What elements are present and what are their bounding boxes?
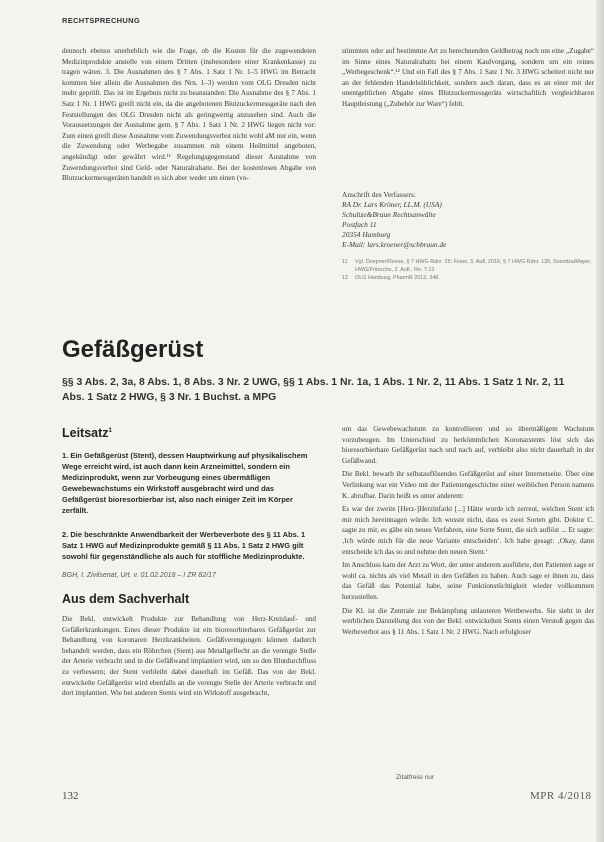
leitsatz-heading-text: Leitsatz [62,426,109,440]
article-title: Gefäßgerüst [62,336,204,363]
paragraph: dennoch ebenso unerheblich wie die Frage, ob die Kosten für die zugewendeten Medizinprodukte anstelle von einem Dritten (insbesondere einer Krankenkasse) zu tragen wären. 3. Die Ausnahmen des § 7 Abs. 1 Satz 1 Nr. 1–5 HWG im Betracht kommen hier allein die Ausnahmen des Nrn. 1–3) werden vom OLG Dresden nicht mehr geprüft. Das ist im Ergebnis nicht zu beanstanden: Die Ausnahme des § 7 Abs. 1 Satz 1 Nr. 1 HWG greift nicht ein, da die angebotenen Blutzuckermessgeräte nach den Feststellungen des OLG Dresden nicht als geringwertig anzusehen sind. Auch die Voraussetzungen der Ausnahme gem. § 7 Abs. 1 Satz 1 Nr. 2 HWG liegen nicht vor: Zum einen greift diese Ausnahme vom Zuwendungsverbot nicht wohl aM nur ein, wenn die Zuwendung oder Werbegabe zusammen mit einem Heilmittel angeboten, angekündigt oder gewährt wird.¹¹ Regelungsgegenstand dieser Ausnahme von Zuwendungsverbot sind Geld- oder Naturalrabatte. Bei der kostenlosen Abgabe von Blutzuckermessgeräten handelt es sich aber weder um einen (vo- [62,47,316,183]
statute-references: §§ 3 Abs. 2, 3a, 8 Abs. 1, 8 Abs. 3 Nr. 2 UWG, §§ 1 Abs. 1 Nr. 1a, 1 Abs. 1 Nr. 2, 11 Abs. 1 Satz 1 Nr. 2, 11 Abs. 1 Satz 2 HWG, § 3 Nr. 1 Buchst. a MPG [62,377,565,403]
journal-issue: MPR 4/2018 [530,790,592,802]
author-line: Postfach 11 [342,219,377,229]
court-citation: BGH, I. Zivilsenat, Urt. v. 01.02.2018 – I ZR 82/17 [62,572,216,579]
footnote-text: OLG Hamburg, PharmR 2013, 348. [355,275,440,281]
footnote [342,258,594,274]
author-line: Schultze&Braun Rechtsanwälte [342,209,436,219]
page-edge [596,0,604,842]
author-line: 20354 Hamburg [342,229,391,239]
footnote-number: 11 [342,259,348,265]
paragraph: Im Anschluss kam der Arzt zu Wort, der unter anderem ausführte, den Patienten sage er wohl ca. nichts als viel Metall in den Gefäßen zu haben. Auch sage er ihnen zu, dass das Gefäß das Potential habe, seine Funktionstüchtigkeit wieder vollkommen herzustellen. [342,561,594,601]
sachverhalt-heading: Aus dem Sachverhalt [62,592,190,606]
continuation-note: Zitatfreisi nur [396,774,435,781]
leitsatz-1: 1. Ein Gefäßgerüst (Stent), dessen Hauptwirkung auf physikalischem Wege erreicht wird, ist auch dann kein Arzneimittel, sondern ein Medizinprodukt, wenn zur Vorbeugung eines übermäßigen Gewebewachstums ein Wirkstoff ausgebracht wird und das Gefäßgerüst bioresorbierbar ist, also nach einiger Zeit im Körper zerfällt. [62,451,308,515]
footnote-number: 12 [342,275,348,281]
author-line: RA Dr. Lars Kröner, LL.M. (USA) [342,199,442,209]
leitsatz-2: 2. Die beschränkte Anwendbarkeit der Werbeverbote des § 11 Abs. 1 Satz 1 HWG auf Medizinprodukte gemäß § 11 Abs. 1 Satz 2 HWG gilt sowohl für gegenständliche als auch für stoffliche Medizinprodukte. [62,530,306,561]
page-number: 132 [62,790,79,802]
leitsatz-heading [62,426,112,440]
author-address [342,190,594,249]
paragraph: um das Gewebewachstum zu kontrollieren und so übermäßigem Wachstum vorzubeugen. Im Unterschied zu herkömmlichen Koronarstents löst sich das bioresorbierbare Gefäßgerüst nach und nach auf, verbleibt also nicht dauerhaft in der Gefäßwand. [342,425,594,465]
paragraph: stimmten oder auf bestimmte Art zu berechnenden Geldbetrag noch um eine „Zugabe“ im Sinne eines Naturalrabatts bei einem Kaufvorgang, sondern um ein reines „Werbegeschenk“.¹² Und ein Fall des § 7 Abs. 1 Satz 1 Nr. 3 HWG scheitert nicht nur an der fehlenden Handelsüblichkeit, sondern auch daran, dass es an einer mit der unentgeltlichen Abgabe eines Blutzuckermessgeräts wirtschaftlich vergleichbaren Hauptleistung („Zubehör zur Ware“) fehlt. [342,47,594,108]
quote-paragraph: Es war der zweite [Herz-]Herzinfarkt [...] Hätte wurde ich zerreut, welchen Stent ich mir mich hereinnagen würde. Ich wusste nicht, dass es zwei Sorten gibt. Doktor C. sagte zu mir, es gäbe ein neues Verfahren, eine Sorte Stent, die sich auflöst ... Er sagte: ‚Ich würde mich für die neue Variante entscheiden‘. Ich habe gesagt: ‚Okay, dann entscheide ich das so und nehme den neuen Stent.‘ [342,505,594,556]
paragraph: Die Kl. ist die Zentrale zur Bekämpfung unlauteren Wettbewerbs. Sie sieht in der werblichen Darstellung des von der Bekl. entwickelten Stents einen Verstoß gegen das Werbeverbot aus § 11 Abs. 1 Satz 1 Nr. 2 HWG. Nach erfolgloser [342,606,594,636]
paragraph: Die Bekl. bewarb ihr selbstauflösendes Gefäßgerüst auf einer Internetseite. Über eine Verlinkung war ein Video mit der Patientengeschichte einer weiblichen Person namens K. abrufbar. Darin heißt es unter anderem: [342,470,594,500]
footnote-text: Vgl. Doepner/Reese, § 7 HWG Rdnr. 25; Fezer, 3. Aufl. 2016, § 7 HWG Rdnr. 126; Sosnitza/Mayer, HWG/Fritzsche, 2. Aufl., Rn. 7.13 [355,259,592,273]
body-right-column [342,424,594,640]
body-left-column [62,614,316,701]
footnotes [342,258,594,282]
footnote [342,274,594,282]
top-right-column [342,46,594,112]
author-email: E-Mail: lars.kroener@schbraun.de [342,239,447,249]
top-left-column [62,46,316,186]
author-label: Anschrift des Verfassers: [342,190,416,199]
section-header: RECHTSPRECHUNG [62,16,140,25]
paragraph: Die Bekl. entwickelt Produkte zur Behandlung von Herz-Kreislauf- und Gefäßerkrankungen. Eines dieser Produkte ist ein bioresorbierbares Gefäßgerüst zur Behandlung von koronaren Herzkrankheiten. Gefäßverengungen können dadurch behandelt werden, dass ein Röhrchen (Stent) aus Metallgeflecht an die verengte Stelle der Arterie verbracht und in die Gefäßwand implantiert wird, um so den Blutdurchfluss zu verbessern; der Stent verbleibt dabei dauerhaft im Gefäß. Das von der Bekl. entwickelte Gefäßgerüst wird ebenfalls an die verengte Stelle der Arterie verbracht und dort implantiert. Wie bei anderen Stents wird ein Wirkstoff ausgebracht, [62,615,316,698]
leitsatz-footnote-mark: 1 [108,427,112,434]
